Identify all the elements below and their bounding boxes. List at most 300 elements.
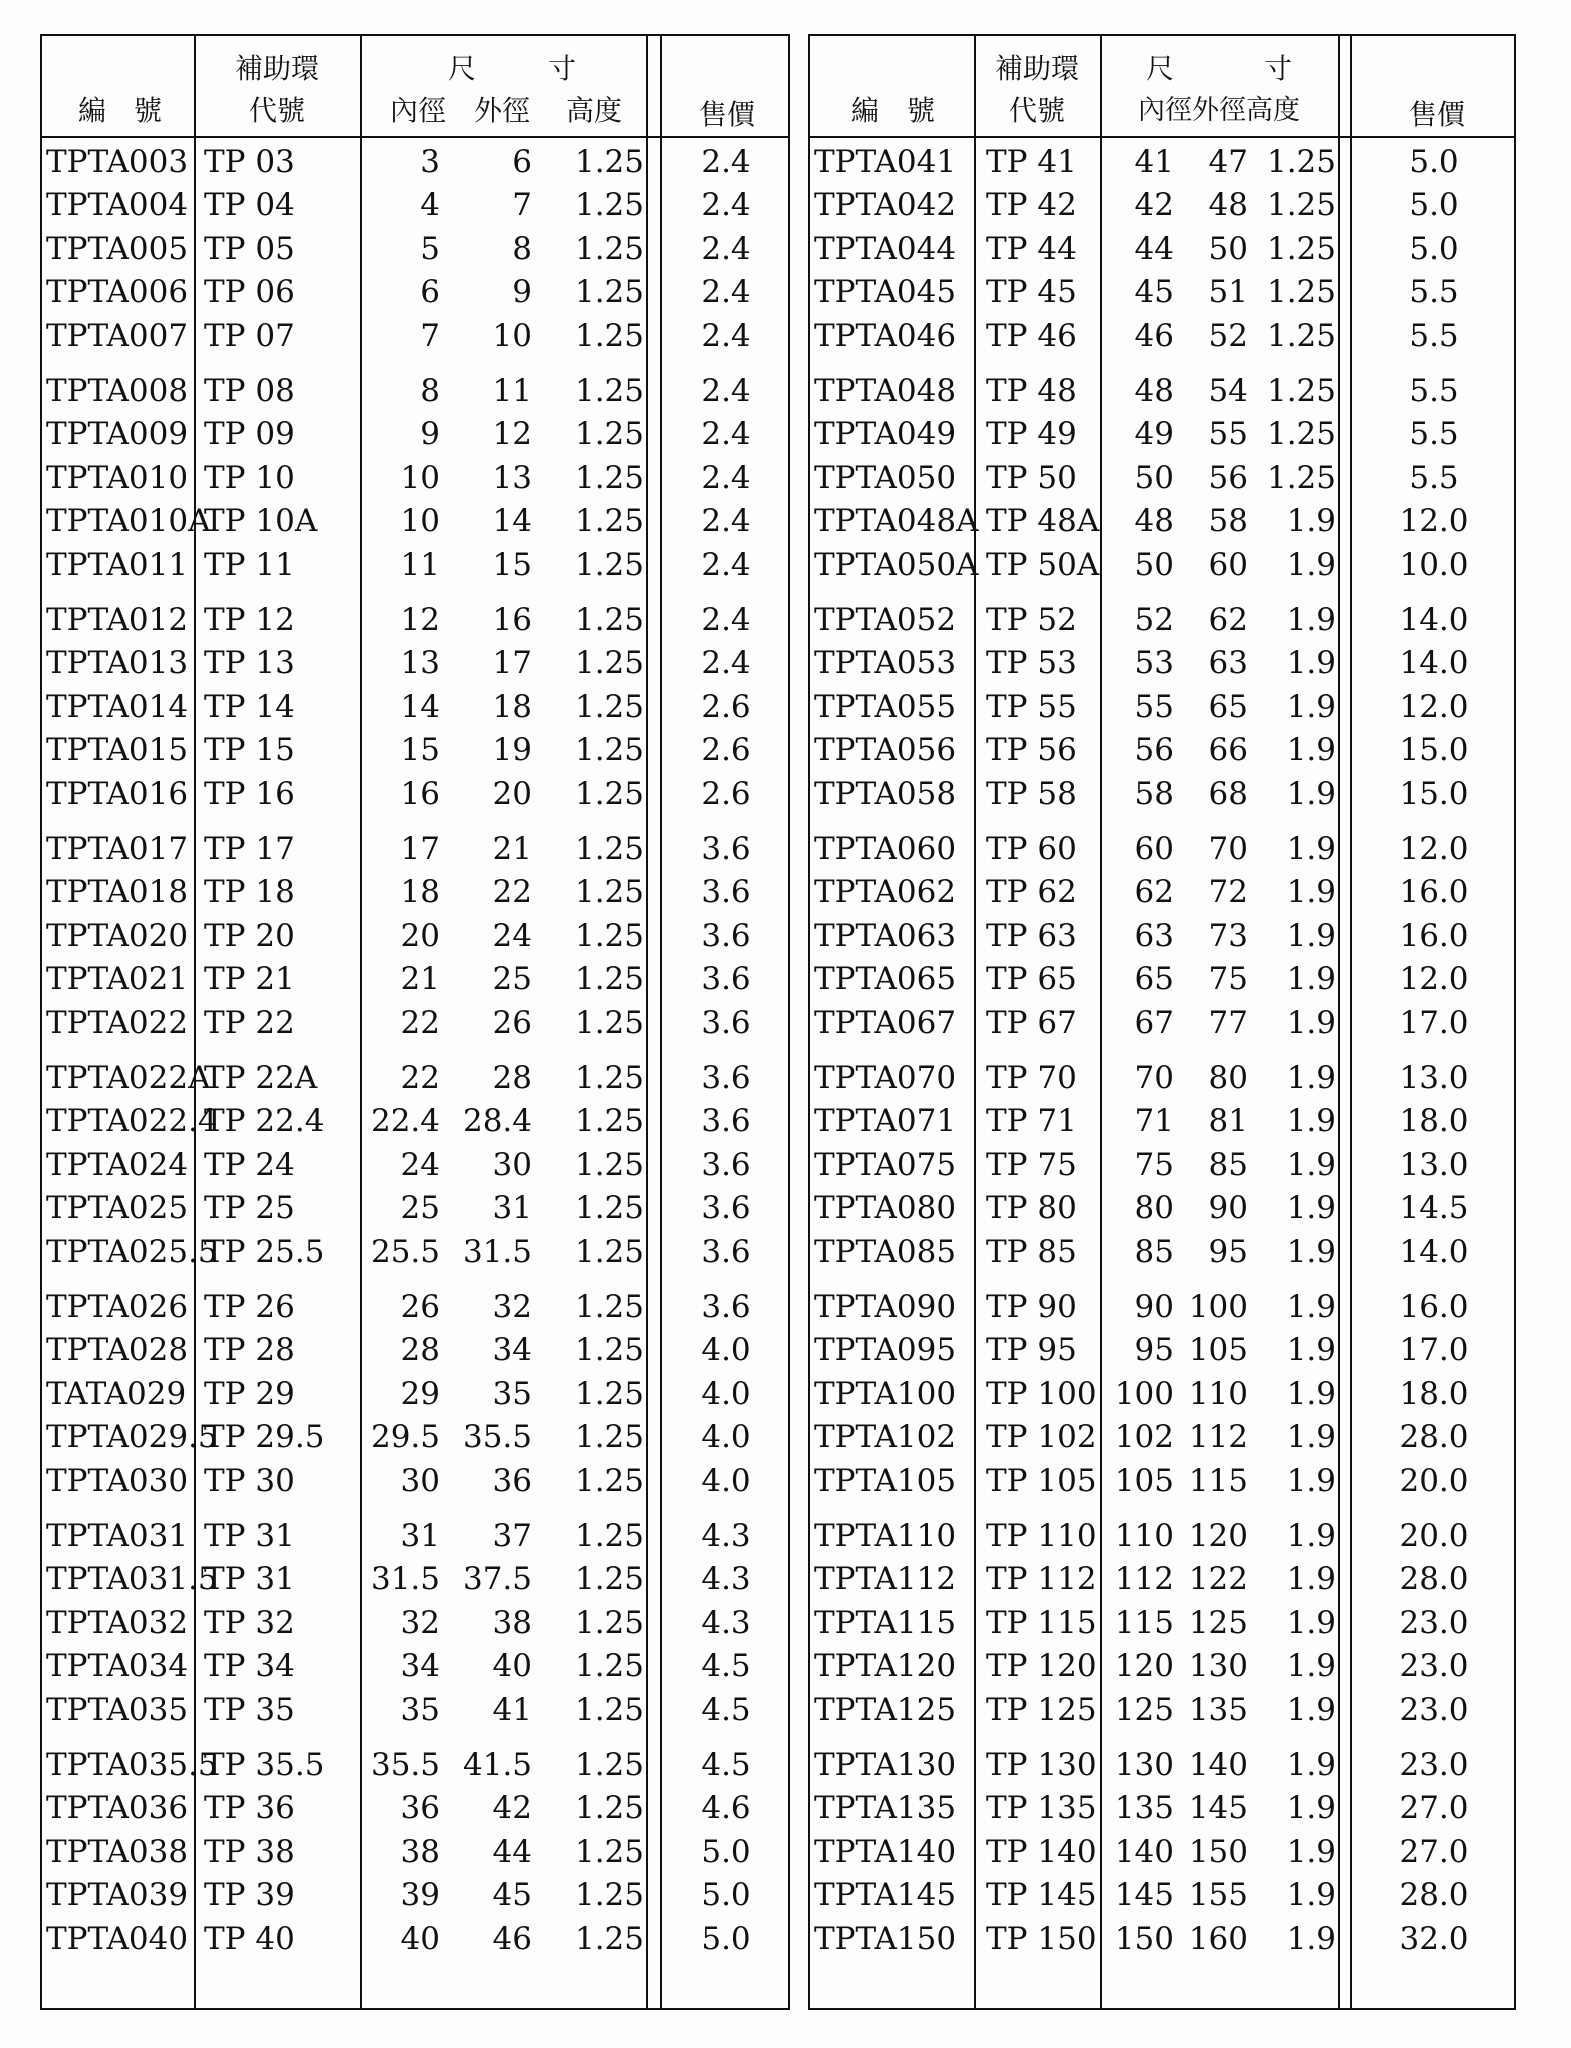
cell-outer: 122 xyxy=(1188,1561,1248,1598)
header-ring-top: 補助環 xyxy=(994,52,1079,85)
cell-ring-code: TP 56 xyxy=(986,732,1077,769)
cell-height: 1.25 xyxy=(1266,416,1336,453)
cell-ring-code: TP 20 xyxy=(204,917,295,954)
cell-price: 2.4 xyxy=(701,144,751,180)
cell-outer: 135 xyxy=(1188,1691,1248,1728)
cell-outer: 73 xyxy=(1208,917,1248,954)
cell-code: TPTA046 xyxy=(814,317,957,354)
cell-price: 23.0 xyxy=(1399,1604,1469,1641)
cell-height: 1.9 xyxy=(1286,732,1336,769)
cell-price: 17.0 xyxy=(1399,1004,1469,1041)
cell-price: 2.4 xyxy=(701,317,751,354)
cell-height: 1.25 xyxy=(574,1004,644,1041)
cell-outer: 36 xyxy=(492,1462,532,1499)
cell-ring-code: TP 120 xyxy=(986,1648,1097,1685)
cell-outer: 48 xyxy=(1208,187,1248,224)
cell-price: 5.0 xyxy=(701,1920,751,1957)
cell-code: TPTA065 xyxy=(814,961,957,998)
cell-inner: 29.5 xyxy=(370,1419,440,1456)
cell-inner: 29 xyxy=(400,1375,440,1412)
cell-inner: 125 xyxy=(1114,1691,1174,1728)
cell-outer: 40 xyxy=(492,1648,532,1685)
cell-outer: 63 xyxy=(1208,645,1248,682)
cell-code: TPTA004 xyxy=(46,187,189,224)
cell-code: TPTA080 xyxy=(814,1190,957,1227)
cell-code: TPTA011 xyxy=(46,546,189,583)
cell-price: 27.0 xyxy=(1399,1790,1469,1827)
header-divider xyxy=(42,136,788,138)
cell-ring-code: TP 06 xyxy=(204,274,295,311)
cell-code: TPTA015 xyxy=(46,732,189,769)
cell-height: 1.9 xyxy=(1286,831,1336,867)
cell-price: 2.4 xyxy=(701,187,751,224)
cell-outer: 60 xyxy=(1208,546,1248,583)
cell-price: 14.0 xyxy=(1399,1233,1469,1270)
cell-price: 13.0 xyxy=(1399,1146,1469,1183)
cell-price: 2.4 xyxy=(701,602,751,638)
cell-code: TPTA022A xyxy=(46,1060,211,1096)
cell-outer: 105 xyxy=(1188,1332,1248,1369)
cell-ring-code: TP 102 xyxy=(986,1419,1097,1456)
cell-outer: 95 xyxy=(1208,1233,1248,1270)
cell-code: TPTA020 xyxy=(46,917,189,954)
cell-inner: 14 xyxy=(400,688,440,725)
cell-code: TPTA085 xyxy=(814,1233,957,1270)
cell-inner: 110 xyxy=(1114,1518,1174,1554)
cell-height: 1.25 xyxy=(574,1190,644,1227)
cell-outer: 150 xyxy=(1188,1833,1248,1870)
cell-height: 1.25 xyxy=(574,1604,644,1641)
cell-price: 2.4 xyxy=(701,459,751,496)
cell-ring-code: TP 32 xyxy=(204,1604,295,1641)
cell-inner: 17 xyxy=(400,831,440,867)
cell-ring-code: TP 39 xyxy=(204,1877,295,1914)
cell-outer: 100 xyxy=(1188,1289,1248,1325)
cell-inner: 102 xyxy=(1114,1419,1174,1456)
cell-ring-code: TP 34 xyxy=(204,1648,295,1685)
cell-ring-code: TP 30 xyxy=(204,1462,295,1499)
cell-height: 1.25 xyxy=(1266,144,1336,180)
cell-ring-code: TP 63 xyxy=(986,917,1077,954)
cell-height: 1.9 xyxy=(1286,1462,1336,1499)
cell-price: 4.5 xyxy=(701,1648,751,1685)
cell-code: TPTA055 xyxy=(814,688,957,725)
cell-ring-code: TP 85 xyxy=(986,1233,1077,1270)
cell-price: 12.0 xyxy=(1399,961,1469,998)
cell-outer: 62 xyxy=(1208,602,1248,638)
cell-outer: 28.4 xyxy=(462,1103,532,1140)
cell-inner: 35.5 xyxy=(370,1747,440,1783)
cell-inner: 16 xyxy=(400,775,440,812)
cell-ring-code: TP 52 xyxy=(986,602,1077,638)
cell-price: 3.6 xyxy=(701,831,751,867)
cell-code: TPTA052 xyxy=(814,602,957,638)
cell-inner: 11 xyxy=(400,546,440,583)
cell-inner: 140 xyxy=(1114,1833,1174,1870)
cell-ring-code: TP 35.5 xyxy=(204,1747,325,1783)
cell-ring-code: TP 140 xyxy=(986,1833,1097,1870)
cell-ring-code: TP 115 xyxy=(986,1604,1097,1641)
cell-price: 14.0 xyxy=(1399,645,1469,682)
cell-ring-code: TP 25 xyxy=(204,1190,295,1227)
header-price: 售價 xyxy=(698,98,755,131)
cell-ring-code: TP 58 xyxy=(986,775,1077,812)
cell-ring-code: TP 10A xyxy=(204,503,318,540)
cell-ring-code: TP 53 xyxy=(986,645,1077,682)
cell-inner: 44 xyxy=(1134,230,1174,267)
header-ring-top: 補助環 xyxy=(234,52,319,85)
cell-height: 1.9 xyxy=(1286,602,1336,638)
cell-height: 1.25 xyxy=(574,1518,644,1554)
cell-price: 3.6 xyxy=(701,1190,751,1227)
cell-ring-code: TP 48 xyxy=(986,373,1077,409)
cell-ring-code: TP 41 xyxy=(986,144,1077,180)
header-size-char1: 尺 xyxy=(447,52,476,85)
cell-inner: 31 xyxy=(400,1518,440,1554)
cell-inner: 112 xyxy=(1114,1561,1174,1598)
cell-price: 3.6 xyxy=(701,1103,751,1140)
cell-ring-code: TP 14 xyxy=(204,688,295,725)
cell-code: TPTA041 xyxy=(814,144,957,180)
cell-code: TPTA105 xyxy=(814,1462,957,1499)
cell-code: TPTA071 xyxy=(814,1103,957,1140)
cell-outer: 70 xyxy=(1208,831,1248,867)
cell-ring-code: TP 15 xyxy=(204,732,295,769)
cell-inner: 13 xyxy=(400,645,440,682)
cell-outer: 11 xyxy=(492,373,532,409)
cell-price: 14.5 xyxy=(1399,1190,1469,1227)
cell-price: 5.0 xyxy=(701,1833,751,1870)
cell-code: TPTA145 xyxy=(814,1877,957,1914)
cell-code: TPTA100 xyxy=(814,1375,957,1412)
cell-height: 1.25 xyxy=(574,503,644,540)
cell-height: 1.25 xyxy=(574,230,644,267)
cell-inner: 71 xyxy=(1134,1103,1174,1140)
cell-outer: 77 xyxy=(1208,1004,1248,1041)
cell-price: 4.0 xyxy=(701,1419,751,1456)
cell-inner: 36 xyxy=(400,1790,440,1827)
cell-code: TPTA067 xyxy=(814,1004,957,1041)
cell-inner: 38 xyxy=(400,1833,440,1870)
cell-price: 2.4 xyxy=(701,274,751,311)
cell-outer: 35 xyxy=(492,1375,532,1412)
cell-outer: 160 xyxy=(1188,1920,1248,1957)
cell-price: 4.0 xyxy=(701,1375,751,1412)
cell-price: 3.6 xyxy=(701,874,751,911)
cell-code: TPTA003 xyxy=(46,144,189,180)
cell-price: 4.5 xyxy=(701,1747,751,1783)
cell-inner: 42 xyxy=(1134,187,1174,224)
cell-price: 5.5 xyxy=(1409,274,1459,311)
cell-price: 13.0 xyxy=(1399,1060,1469,1096)
cell-inner: 75 xyxy=(1134,1146,1174,1183)
cell-height: 1.25 xyxy=(574,1419,644,1456)
cell-code: TPTA010 xyxy=(46,459,189,496)
cell-inner: 35 xyxy=(400,1691,440,1728)
cell-inner: 45 xyxy=(1134,274,1174,311)
cell-price: 2.4 xyxy=(701,645,751,682)
cell-inner: 95 xyxy=(1134,1332,1174,1369)
cell-code: TPTA006 xyxy=(46,274,189,311)
cell-price: 28.0 xyxy=(1399,1561,1469,1598)
cell-height: 1.9 xyxy=(1286,688,1336,725)
cell-inner: 15 xyxy=(400,732,440,769)
cell-ring-code: TP 16 xyxy=(204,775,295,812)
cell-code: TPTA017 xyxy=(46,831,189,867)
cell-price: 23.0 xyxy=(1399,1691,1469,1728)
cell-code: TPTA013 xyxy=(46,645,189,682)
cell-outer: 85 xyxy=(1208,1146,1248,1183)
cell-ring-code: TP 05 xyxy=(204,230,295,267)
header-inner: 內徑 xyxy=(389,94,446,127)
cell-price: 15.0 xyxy=(1399,775,1469,812)
cell-height: 1.25 xyxy=(574,187,644,224)
cell-ring-code: TP 07 xyxy=(204,317,295,354)
cell-price: 3.6 xyxy=(701,1289,751,1325)
cell-height: 1.9 xyxy=(1286,874,1336,911)
cell-code: TPTA035.5 xyxy=(46,1747,218,1783)
cell-inner: 145 xyxy=(1114,1877,1174,1914)
cell-price: 3.6 xyxy=(701,917,751,954)
cell-price: 3.6 xyxy=(701,1233,751,1270)
cell-price: 14.0 xyxy=(1399,602,1469,638)
cell-outer: 20 xyxy=(492,775,532,812)
cell-height: 1.25 xyxy=(574,144,644,180)
cell-code: TPTA056 xyxy=(814,732,957,769)
cell-inner: 80 xyxy=(1134,1190,1174,1227)
cell-outer: 18 xyxy=(492,688,532,725)
cell-code: TATA029 xyxy=(46,1375,187,1412)
cell-inner: 52 xyxy=(1134,602,1174,638)
cell-code: TPTA120 xyxy=(814,1648,957,1685)
cell-ring-code: TP 17 xyxy=(204,831,295,867)
cell-price: 5.0 xyxy=(701,1877,751,1914)
cell-height: 1.25 xyxy=(574,1833,644,1870)
cell-inner: 135 xyxy=(1114,1790,1174,1827)
cell-price: 2.4 xyxy=(701,503,751,540)
cell-outer: 37.5 xyxy=(462,1561,532,1598)
header-size-char2: 寸 xyxy=(1263,52,1292,85)
cell-code: TPTA062 xyxy=(814,874,957,911)
cell-inner: 5 xyxy=(420,230,440,267)
cell-ring-code: TP 112 xyxy=(986,1561,1097,1598)
cell-outer: 37 xyxy=(492,1518,532,1554)
cell-height: 1.25 xyxy=(574,1691,644,1728)
cell-outer: 72 xyxy=(1208,874,1248,911)
cell-inner: 70 xyxy=(1134,1060,1174,1096)
cell-inner: 28 xyxy=(400,1332,440,1369)
cell-inner: 12 xyxy=(400,602,440,638)
cell-price: 5.0 xyxy=(1409,230,1459,267)
cell-outer: 58 xyxy=(1208,503,1248,540)
cell-price: 32.0 xyxy=(1399,1920,1469,1957)
cell-inner: 60 xyxy=(1134,831,1174,867)
header-height: 高度 xyxy=(565,94,622,127)
cell-ring-code: TP 29.5 xyxy=(204,1419,325,1456)
cell-height: 1.25 xyxy=(574,688,644,725)
cell-price: 2.4 xyxy=(701,546,751,583)
cell-code: TPTA031 xyxy=(46,1518,189,1554)
cell-outer: 31 xyxy=(492,1190,532,1227)
cell-code: TPTA044 xyxy=(814,230,957,267)
cell-price: 4.3 xyxy=(701,1604,751,1641)
cell-outer: 38 xyxy=(492,1604,532,1641)
cell-outer: 21 xyxy=(492,831,532,867)
cell-height: 1.25 xyxy=(574,602,644,638)
header-code: 編 號 xyxy=(850,94,935,127)
cell-outer: 14 xyxy=(492,503,532,540)
cell-outer: 45 xyxy=(492,1877,532,1914)
cell-code: TPTA040 xyxy=(46,1920,189,1957)
cell-inner: 90 xyxy=(1134,1289,1174,1325)
cell-outer: 41 xyxy=(492,1691,532,1728)
cell-price: 5.0 xyxy=(1409,187,1459,224)
cell-height: 1.25 xyxy=(574,274,644,311)
cell-ring-code: TP 22A xyxy=(204,1060,318,1096)
cell-height: 1.9 xyxy=(1286,1375,1336,1412)
header-ring-bottom: 代號 xyxy=(248,94,305,127)
cell-inner: 10 xyxy=(400,503,440,540)
cell-ring-code: TP 100 xyxy=(986,1375,1097,1412)
cell-code: TPTA050A xyxy=(814,546,979,583)
cell-ring-code: TP 36 xyxy=(204,1790,295,1827)
cell-height: 1.25 xyxy=(574,1920,644,1957)
cell-height: 1.25 xyxy=(574,732,644,769)
cell-ring-code: TP 50A xyxy=(986,546,1100,583)
cell-ring-code: TP 04 xyxy=(204,187,295,224)
cell-code: TPTA048 xyxy=(814,373,957,409)
cell-price: 12.0 xyxy=(1399,688,1469,725)
cell-outer: 80 xyxy=(1208,1060,1248,1096)
cell-price: 3.6 xyxy=(701,1060,751,1096)
cell-code: TPTA115 xyxy=(814,1604,957,1641)
cell-height: 1.9 xyxy=(1286,503,1336,540)
cell-price: 28.0 xyxy=(1399,1419,1469,1456)
cell-height: 1.25 xyxy=(574,373,644,409)
cell-code: TPTA140 xyxy=(814,1833,957,1870)
cell-code: TPTA028 xyxy=(46,1332,189,1369)
cell-ring-code: TP 24 xyxy=(204,1146,295,1183)
cell-code: TPTA050 xyxy=(814,459,957,496)
cell-height: 1.25 xyxy=(574,1146,644,1183)
cell-code: TPTA053 xyxy=(814,645,957,682)
cell-ring-code: TP 95 xyxy=(986,1332,1077,1369)
cell-ring-code: TP 11 xyxy=(204,546,295,583)
cell-code: TPTA018 xyxy=(46,874,189,911)
cell-inner: 30 xyxy=(400,1462,440,1499)
cell-price: 2.6 xyxy=(701,732,751,769)
cell-inner: 50 xyxy=(1134,459,1174,496)
cell-ring-code: TP 22 xyxy=(204,1004,295,1041)
cell-height: 1.9 xyxy=(1286,546,1336,583)
cell-inner: 9 xyxy=(420,416,440,453)
column-divider xyxy=(360,36,362,2008)
cell-height: 1.9 xyxy=(1286,1233,1336,1270)
cell-inner: 150 xyxy=(1114,1920,1174,1957)
column-divider xyxy=(194,36,196,2008)
cell-ring-code: TP 105 xyxy=(986,1462,1097,1499)
cell-ring-code: TP 12 xyxy=(204,602,295,638)
cell-code: TPTA034 xyxy=(46,1648,189,1685)
cell-ring-code: TP 09 xyxy=(204,416,295,453)
cell-code: TPTA045 xyxy=(814,274,957,311)
cell-outer: 10 xyxy=(492,317,532,354)
cell-height: 1.9 xyxy=(1286,1004,1336,1041)
cell-height: 1.9 xyxy=(1286,1691,1336,1728)
cell-height: 1.25 xyxy=(574,1375,644,1412)
cell-code: TPTA070 xyxy=(814,1060,957,1096)
cell-code: TPTA130 xyxy=(814,1747,957,1783)
cell-inner: 41 xyxy=(1134,144,1174,180)
cell-ring-code: TP 130 xyxy=(986,1747,1097,1783)
cell-price: 3.6 xyxy=(701,1004,751,1041)
cell-outer: 68 xyxy=(1208,775,1248,812)
cell-inner: 39 xyxy=(400,1877,440,1914)
cell-inner: 49 xyxy=(1134,416,1174,453)
cell-code: TPTA038 xyxy=(46,1833,189,1870)
cell-height: 1.25 xyxy=(574,1289,644,1325)
cell-inner: 115 xyxy=(1114,1604,1174,1641)
cell-code: TPTA030 xyxy=(46,1462,189,1499)
cell-outer: 9 xyxy=(512,274,532,311)
cell-outer: 65 xyxy=(1208,688,1248,725)
cell-height: 1.9 xyxy=(1286,1790,1336,1827)
cell-code: TPTA048A xyxy=(814,503,979,540)
cell-ring-code: TP 31 xyxy=(204,1518,295,1554)
cell-ring-code: TP 65 xyxy=(986,961,1077,998)
cell-price: 4.6 xyxy=(701,1790,751,1827)
cell-inner: 46 xyxy=(1134,317,1174,354)
cell-code: TPTA021 xyxy=(46,961,189,998)
right-price-table xyxy=(808,34,1516,2010)
cell-code: TPTA075 xyxy=(814,1146,957,1183)
cell-height: 1.25 xyxy=(1266,317,1336,354)
cell-inner: 40 xyxy=(400,1920,440,1957)
column-divider xyxy=(1350,36,1352,2008)
cell-inner: 55 xyxy=(1134,688,1174,725)
cell-code: TPTA012 xyxy=(46,602,189,638)
cell-outer: 110 xyxy=(1188,1375,1248,1412)
cell-inner: 130 xyxy=(1114,1747,1174,1783)
cell-height: 1.25 xyxy=(574,775,644,812)
cell-code: TPTA025 xyxy=(46,1190,189,1227)
cell-code: TPTA095 xyxy=(814,1332,957,1369)
cell-outer: 31.5 xyxy=(462,1233,532,1270)
cell-price: 3.6 xyxy=(701,961,751,998)
cell-height: 1.25 xyxy=(1266,274,1336,311)
cell-price: 16.0 xyxy=(1399,917,1469,954)
cell-price: 4.3 xyxy=(701,1561,751,1598)
cell-height: 1.9 xyxy=(1286,1877,1336,1914)
cell-height: 1.9 xyxy=(1286,775,1336,812)
cell-outer: 17 xyxy=(492,645,532,682)
cell-inner: 58 xyxy=(1134,775,1174,812)
cell-outer: 7 xyxy=(512,187,532,224)
cell-outer: 24 xyxy=(492,917,532,954)
cell-ring-code: TP 50 xyxy=(986,459,1077,496)
cell-code: TPTA026 xyxy=(46,1289,189,1325)
cell-code: TPTA035 xyxy=(46,1691,189,1728)
cell-height: 1.25 xyxy=(574,961,644,998)
cell-code: TPTA063 xyxy=(814,917,957,954)
cell-code: TPTA009 xyxy=(46,416,189,453)
cell-inner: 18 xyxy=(400,874,440,911)
cell-height: 1.25 xyxy=(574,1877,644,1914)
cell-outer: 47 xyxy=(1208,144,1248,180)
cell-inner: 22 xyxy=(400,1004,440,1041)
cell-price: 5.0 xyxy=(1409,144,1459,180)
cell-outer: 42 xyxy=(492,1790,532,1827)
